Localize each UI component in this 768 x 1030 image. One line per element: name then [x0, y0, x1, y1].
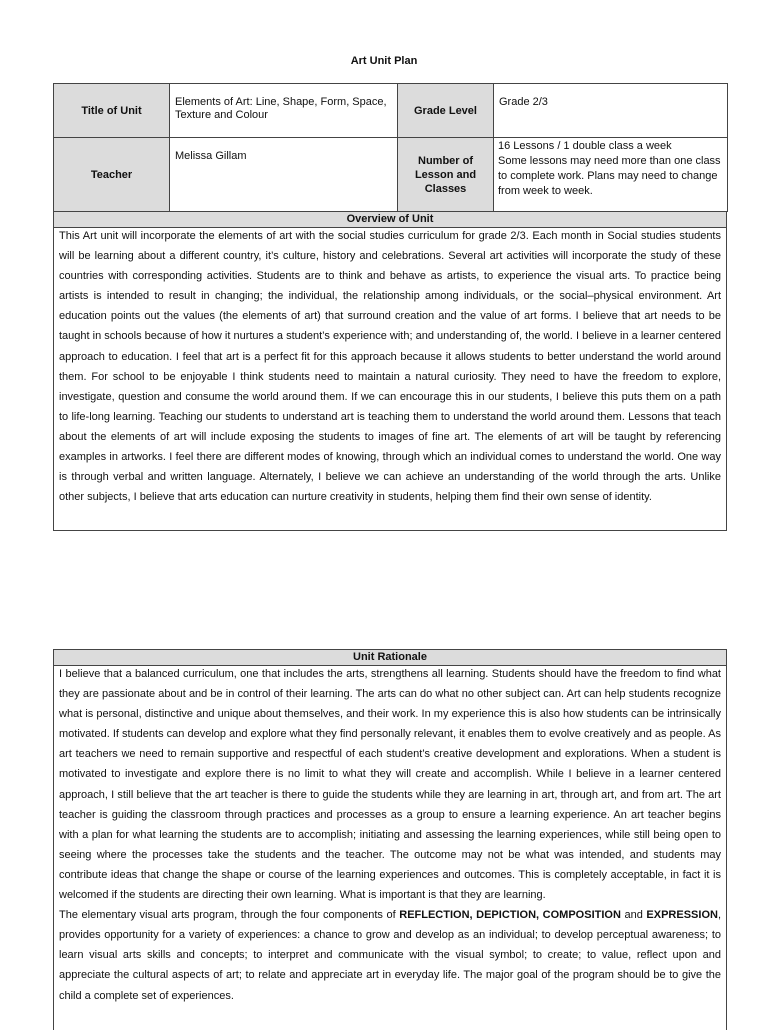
- info-row-teacher: [54, 138, 728, 212]
- rationale-heading: Unit Rationale: [54, 650, 726, 666]
- overview-section: [53, 211, 727, 531]
- rationale-and: and: [620, 909, 647, 922]
- rationale-expression: EXPRESSION: [646, 909, 718, 922]
- lessons-label: Number of Lesson and Classes: [398, 138, 494, 212]
- teacher-label: Teacher: [54, 138, 170, 212]
- title-of-unit-value: Elements of Art: Line, Shape, Form, Space, Texture and Colour: [170, 84, 398, 138]
- teacher-value: Melissa Gillam: [170, 138, 398, 212]
- rationale-paragraph-2: [59, 905, 721, 1005]
- document-title: Art Unit Plan: [350, 55, 418, 67]
- lessons-cell: [494, 138, 728, 212]
- overview-text: This Art unit will incorporate the elements of art with the social studies curriculum for grade 2/3. Each month in Social studies students will be learning about a different country, it’s culture, history and celebrations. Several art activities will incorporate the study of these countries with corresponding activities. Students are to think and behave as artists, to experience the visual arts. To practice being artists is intended to result in changing; the individual, the relationship among individuals, or the social–physical environment. Art education points out the values (the elements of art) that surround creation and the value of art forms. I believe that art needs to be taught in schools because of how it nurtures a student’s experience with; and understanding of, the world. I believe in a learner centered approach to education. I feel that art is a perfect fit for this approach because it allows students to better understand the world around them. For school to be enjoyable I think students need to maintain a natural curiosity. They need to have the freedom to explore, investigate, question and consume the world around them. If we can encourage this in our students, I believe this puts them on a path to life-long learning. Teaching our students to understand art is teaching them to understand the world around them. Lessons that teach about the elements of art will include exposing the students to images of fine art. The elements of art will be taught by referencing examples in artworks. I feel there are different modes of knowing, through which an individual comes to understand the world. One way is through verbal and written language. Alternately, I believe we can achieve an understanding of the world through the arts. Unlike other subjects, I believe that arts education can nurture creativity in students, helping them find their own sense of identity.: [59, 230, 721, 504]
- unit-info-table: [53, 83, 728, 212]
- rationale-p2-rest: , provides opportunity for a variety of experiences: a chance to grow and develop as an individual; to develop perceptual awareness; to learn visual arts skills and concepts; to interpret and communicate with the visual symbol; to create; to value, reflect upon and appreciate the cultural aspects of art; to relate and appreciate art in everyday life. The major goal of the program should be to give the child a complete set of experiences.: [59, 909, 722, 1002]
- lessons-value: 16 Lessons / 1 double class a week: [498, 140, 672, 152]
- rationale-body: [54, 664, 726, 1006]
- grade-level-value: Grade 2/3: [494, 84, 728, 138]
- title-of-unit-label: Title of Unit: [54, 84, 170, 138]
- rationale-p2-intro: The elementary visual arts program, through the four components of: [59, 909, 400, 922]
- rationale-paragraph-1: I believe that a balanced curriculum, one that includes the arts, strengthens all learning. Students should have the freedom to find what they are passionate about and be in control of their learning. The arts can do what no other subject can. Art can help students recognize what is personal, distinctive and unique about themselves, and their work. In my experience this is also how students can be intrinsically motivated. If students can develop and explore what they find personally relevant, it enables them to evolve creatively and as people. As art teachers we need to remain supportive and respectful of each student’s creative development and explorations. When a student is motivated to investigate and explore there is no limit to what they will create and accomplish. While I believe in a learner centered approach, I still believe that the art teacher is there to guide the students while they are learning in art, through art, and from art. The art teacher is guiding the classroom through practices and processes as a group to ensure a learning experience. An art teacher begins with a plan for what learning the students are to accomplish; initiating and assessing the learning experiences, while still being open to seeing where the processes take the students and the teacher. The outcome may not be what was intended, and students may contribute ideas that change the shape or course of the learning experiences and outcomes. This is completely acceptable, in fact it is welcomed if the students are directing their own learning. What is important is that they are learning.: [59, 668, 721, 902]
- info-row-title: [54, 84, 728, 138]
- overview-heading: Overview of Unit: [54, 212, 726, 228]
- rationale-components: REFLECTION, DEPICTION, COMPOSITION: [399, 909, 621, 922]
- lessons-note: Some lessons may need more than one class to complete work. Plans may need to change from week to week.: [498, 155, 721, 197]
- rationale-section: [53, 649, 727, 1030]
- grade-level-label: Grade Level: [398, 84, 494, 138]
